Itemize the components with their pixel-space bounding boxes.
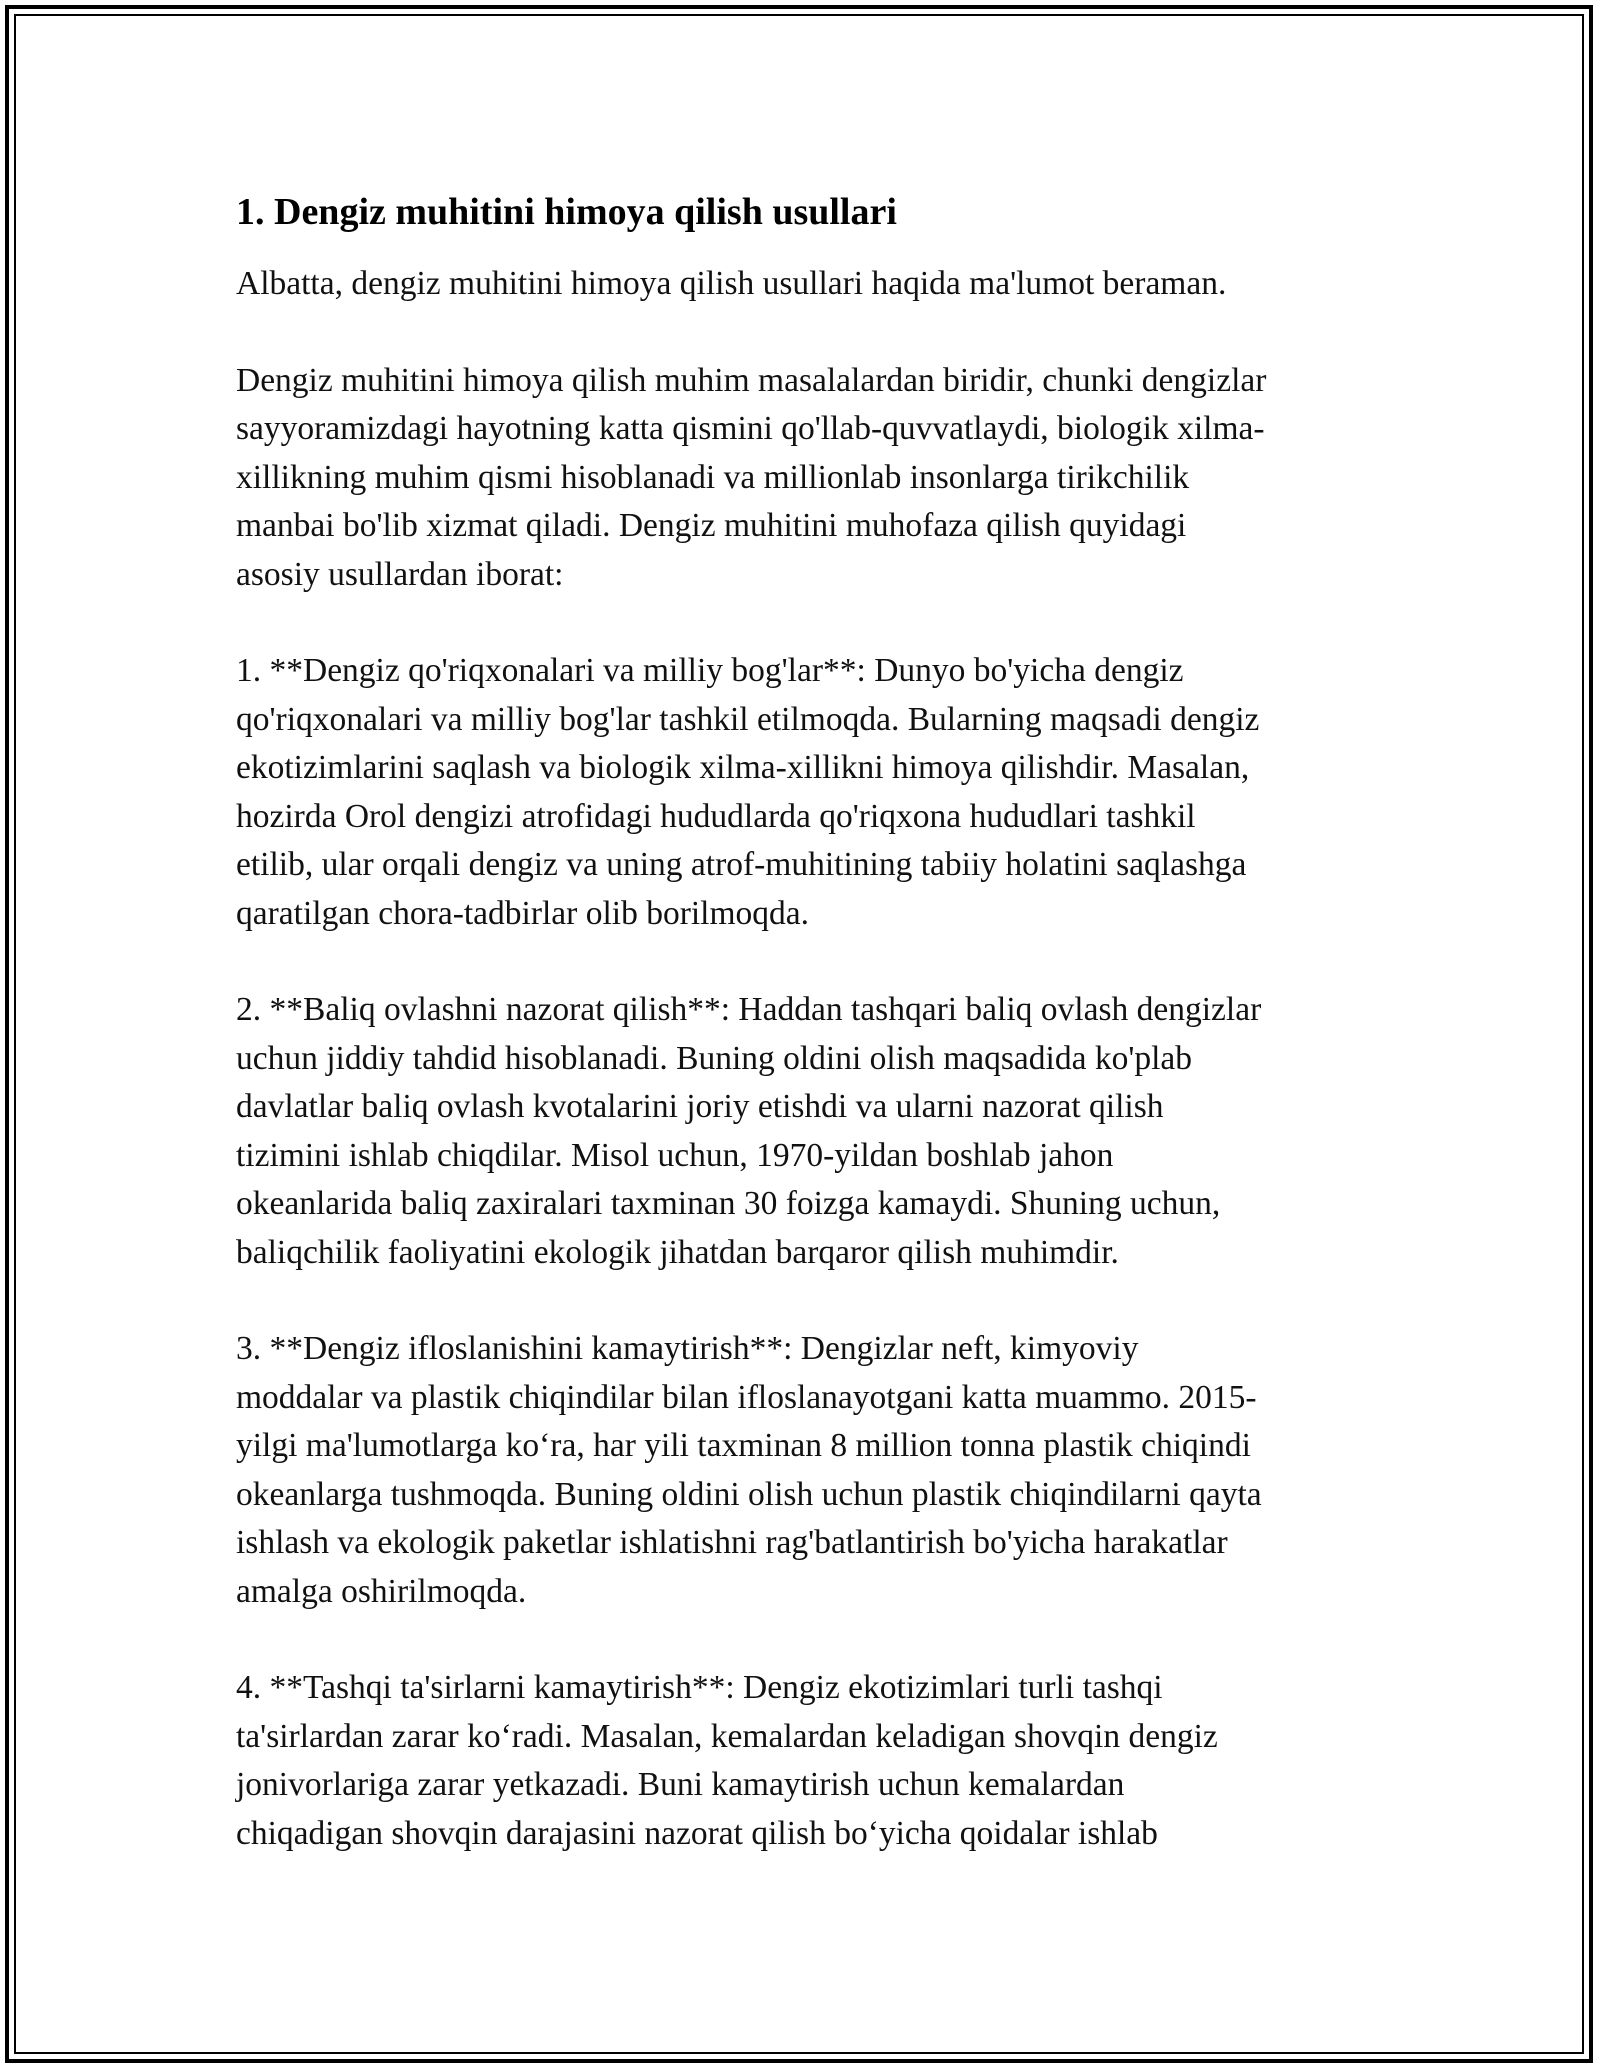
text-line: ishlash va ekologik paketlar ishlatishni rag'batlantirish bo'yicha harakatlar — [236, 1524, 1228, 1561]
text-line: sayyoramizdagi hayotning katta qismini qo'llab-quvvatlaydi, biologik xilma- — [236, 410, 1265, 447]
text-line: davlatlar baliq ovlash kvotalarini joriy etishdi va ularni nazorat qilish — [236, 1088, 1164, 1125]
text-line: jonivorlariga zarar yetkazadi. Buni kamaytirish uchun kemalardan — [236, 1766, 1125, 1803]
text-line: baliqchilik faoliyatini ekologik jihatdan barqaror qilish muhimdir. — [236, 1233, 1119, 1271]
text-line: 4. **Tashqi ta'sirlarni kamaytirish**: Dengiz ekotizimlari turli tashqi — [236, 1669, 1163, 1706]
text-line: Albatta, dengiz muhitini himoya qilish usullari haqida ma'lumot beraman. — [236, 265, 1227, 302]
text-line: 2. **Baliq ovlashni nazorat qilish**: Haddan tashqari baliq ovlash dengizlar — [236, 991, 1262, 1028]
text-line: hozirda Orol dengizi atrofidagi hududlarda qo'riqxona hududlari tashkil — [236, 797, 1196, 835]
text-line: uchun jiddiy tahdid hisoblanadi. Buning oldini olish maqsadida ko'plab — [236, 1039, 1193, 1077]
text-line: etilib, ular orqali dengiz va uning atrof-muhitining tabiiy holatini saqlashga — [236, 846, 1247, 883]
text-line: 3. **Dengiz ifloslanishini kamaytirish**: Dengizlar neft, kimyoviy — [236, 1330, 1139, 1367]
text-line: asosiy usullardan iborat: — [236, 555, 564, 593]
text-line: tizimini ishlab chiqdilar. Misol uchun, 1970-yildan boshlab jahon — [236, 1136, 1114, 1174]
text-line: xillikning muhim qismi hisoblanadi va millionlab insonlarga tirikchilik — [236, 458, 1190, 496]
list-item-4 — [236, 1664, 1366, 1858]
text-line: amalga oshirilmoqda. — [236, 1572, 527, 1610]
list-item-3 — [236, 1325, 1366, 1616]
text-line: moddalar va plastik chiqindilar bilan ifloslanayotgani katta muammo. 2015- — [236, 1378, 1257, 1416]
list-item-2 — [236, 986, 1366, 1277]
text-line: qaratilgan chora-tadbirlar olib borilmoqda. — [236, 894, 810, 932]
page-title: 1. Dengiz muhitini himoya qilish usullari — [236, 191, 897, 233]
text-line: qo'riqxonalari va milliy bog'lar tashkil etilmoqda. Bularning maqsadi dengiz — [236, 700, 1260, 738]
list-item-1 — [236, 647, 1366, 938]
document-body — [236, 186, 1366, 1906]
text-line: okeanlarida baliq zaxiralari taxminan 30 foizga kamaydi. Shuning uchun, — [236, 1185, 1221, 1222]
text-line: yilgi ma'lumotlarga ko‘ra, har yili taxminan 8 million tonna plastik chiqindi — [236, 1427, 1251, 1464]
text-line: ta'sirlardan zarar ko‘radi. Masalan, kemalardan keladigan shovqin dengiz — [236, 1717, 1218, 1755]
text-line: 1. **Dengiz qo'riqxonalari va milliy bog'lar**: Dunyo bo'yicha dengiz — [236, 652, 1184, 689]
text-line: ekotizimlarini saqlash va biologik xilma-xillikni himoya qilishdir. Masalan, — [236, 749, 1250, 786]
text-line: okeanlarga tushmoqda. Buning oldini olish uchun plastik chiqindilarni qayta — [236, 1475, 1262, 1513]
paragraph-intro — [236, 260, 1366, 309]
paragraph-overview — [236, 357, 1366, 600]
text-line: Dengiz muhitini himoya qilish muhim masalalardan biridir, chunki dengizlar — [236, 361, 1267, 399]
text-line: chiqadigan shovqin darajasini nazorat qilish bo‘yicha qoidalar ishlab — [236, 1814, 1158, 1852]
text-line: manbai bo'lib xizmat qiladi. Dengiz muhitini muhofaza qilish quyidagi — [236, 507, 1187, 544]
